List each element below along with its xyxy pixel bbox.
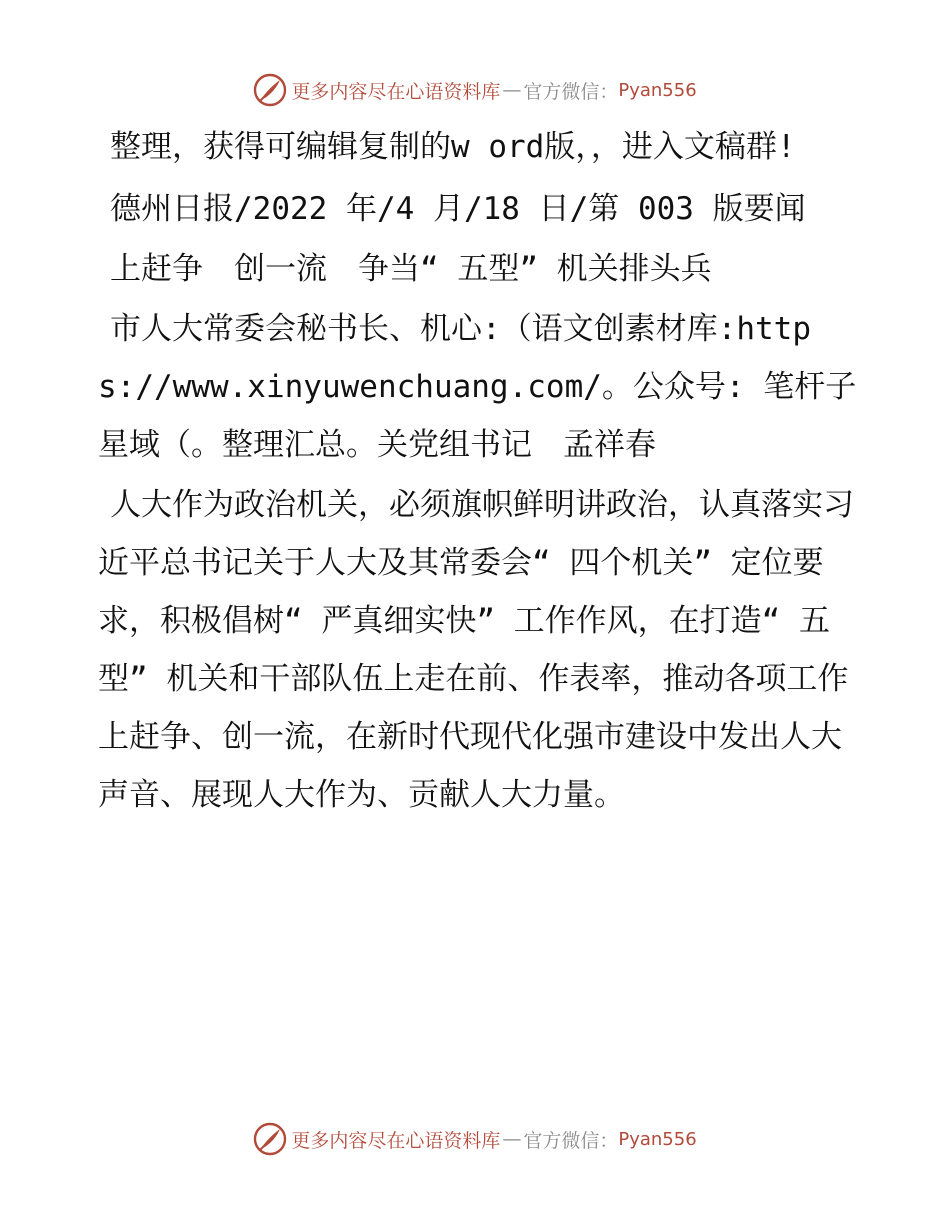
article-title: 上赶争 创一流 争当“ 五型” 机关排头兵 (110, 251, 712, 287)
quill-pen-logo-icon (253, 73, 287, 107)
watermark-brand: 更多内容尽在心语资料库 (291, 1129, 501, 1152)
document-body (98, 118, 858, 824)
watermark-contact-id: Pyan556 (618, 79, 697, 101)
footer-watermark (0, 1121, 950, 1157)
header-watermark (0, 72, 950, 108)
watermark-separator: — (502, 79, 522, 101)
watermark-contact-label: 官方微信： (523, 80, 619, 103)
watermark-contact-id: Pyan556 (618, 1128, 697, 1150)
intro-paragraph: 整理，获得可编辑复制的w ord版，，进入文稿群! (110, 129, 796, 165)
quill-pen-logo-icon (253, 1122, 287, 1156)
watermark-brand: 更多内容尽在心语资料库 (291, 80, 501, 103)
source-line: 德州日报/2022 年/4 月/18 日/第 003 版要闻 (110, 191, 806, 227)
author-line: 市人大常委会秘书长、机心:（语文创素材库:https://www.xinyuwenchuang.com/。公众号: 笔杆子星域（。整理汇总。关党组书记 孟祥春 (98, 311, 857, 463)
watermark-separator: — (502, 1128, 522, 1150)
watermark-contact-label: 官方微信： (523, 1129, 619, 1152)
body-paragraph: 人大作为政治机关，必须旗帜鲜明讲政治，认真落实习近平总书记关于人大及其常委会“ 四个机关” 定位要求，积极倡树“ 严真细实快” 工作作风，在打造“ 五型” 机关和干部队伍上走在前、作表率，推动各项工作上赶争、创一流，在新时代现代化强市建设中发出人大声音、展现人大作为、贡献人大力量。 (98, 487, 854, 813)
